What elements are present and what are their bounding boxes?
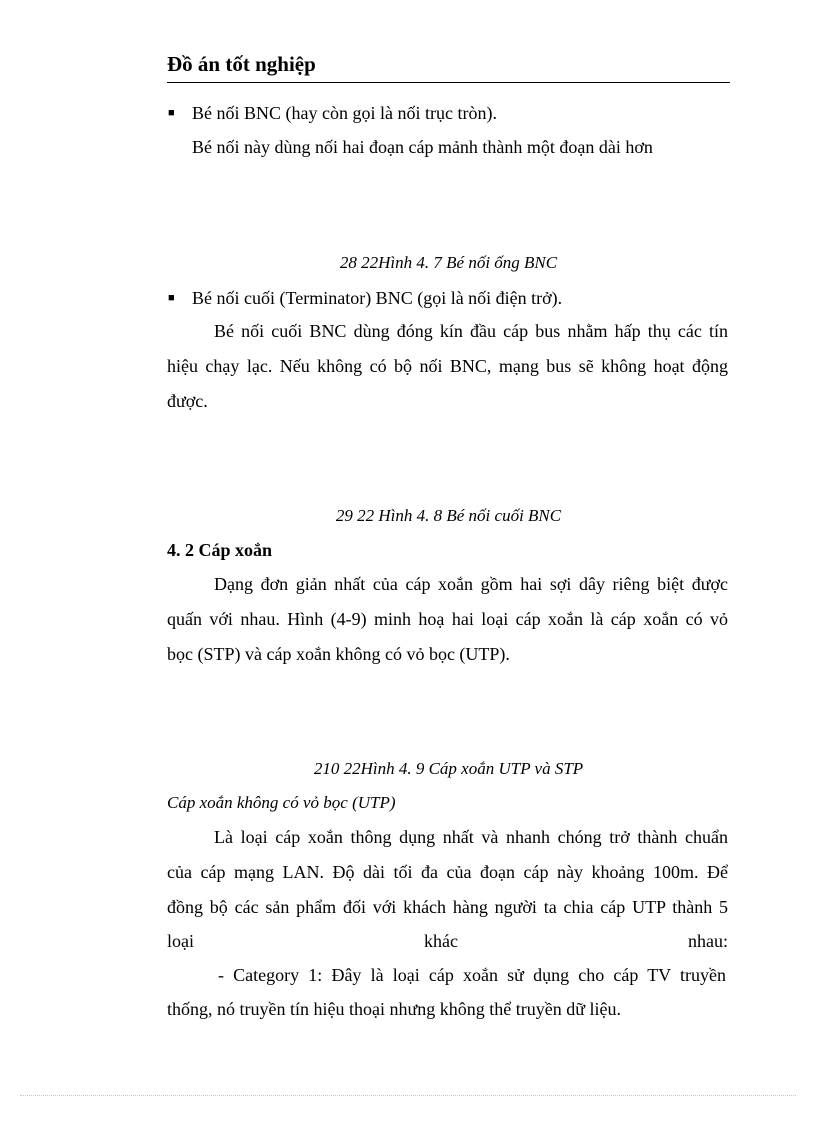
header-title: Đồ án tốt nghiệp: [167, 52, 316, 76]
figure-caption-4-8: 29 22 Hình 4. 8 Bé nối cuối BNC: [335, 506, 562, 525]
terminator-paragraph-line: Bé nối cuối BNC dùng đóng kín đầu cáp bus nhằm hấp thụ các tín: [214, 321, 728, 341]
section-heading-4-2: 4. 2 Cáp xoắn: [167, 540, 273, 560]
bnc-bullet-text: Bé nối BNC (hay còn gọi là nối trục tròn).: [192, 103, 497, 123]
bullet-icon: ■: [168, 107, 175, 119]
utp-paragraph-line: của cáp mạng LAN. Độ dài tối đa của đoạn cáp này khoảng 100m. Để: [167, 862, 728, 882]
terminator-paragraph-line: được.: [167, 391, 208, 411]
utp-paragraph-line: đồng bộ các sản phẩm đối với khách hàng người ta chia cáp UTP thành 5: [167, 897, 728, 917]
category1-paragraph-line: thống, nó truyền tín hiệu thoại nhưng không thể truyền dữ liệu.: [167, 999, 621, 1019]
utp-paragraph-line: Là loại cáp xoắn thông dụng nhất và nhanh chóng trở thành chuẩn: [214, 827, 728, 847]
terminator-paragraph-line: hiệu chạy lạc. Nếu không có bộ nối BNC, mạng bus sẽ không hoạt động: [167, 356, 728, 376]
figure-caption-4-7: 28 22Hình 4. 7 Bé nối ống BNC: [339, 253, 558, 272]
terminator-bullet-text: Bé nối cuối (Terminator) BNC (gọi là nối điện trở).: [192, 288, 563, 308]
twisted-paragraph-line: quấn với nhau. Hình (4-9) minh hoạ hai loại cáp xoắn là cáp xoắn có vỏ: [167, 609, 728, 629]
utp-subheading: Cáp xoắn không có vỏ bọc (UTP): [167, 793, 396, 812]
twisted-paragraph-line: bọc (STP) và cáp xoắn không có vỏ bọc (UTP).: [167, 644, 510, 664]
figure-caption-4-9: 210 22Hình 4. 9 Cáp xoắn UTP và STP: [313, 759, 584, 778]
bnc-description: Bé nối này dùng nối hai đoạn cáp mảnh thành một đoạn dài hơn: [192, 137, 653, 157]
page-header: [167, 50, 730, 83]
footer-rule: [20, 1095, 796, 1096]
bullet-icon: ■: [168, 292, 175, 304]
category1-paragraph-line: - Category 1: Đây là loại cáp xoắn sử dụng cho cáp TV truyền: [218, 965, 726, 985]
twisted-paragraph-line: Dạng đơn giản nhất của cáp xoắn gồm hai sợi dây riêng biệt được: [214, 574, 728, 594]
utp-paragraph-line: loại khác nhau:: [167, 931, 728, 951]
